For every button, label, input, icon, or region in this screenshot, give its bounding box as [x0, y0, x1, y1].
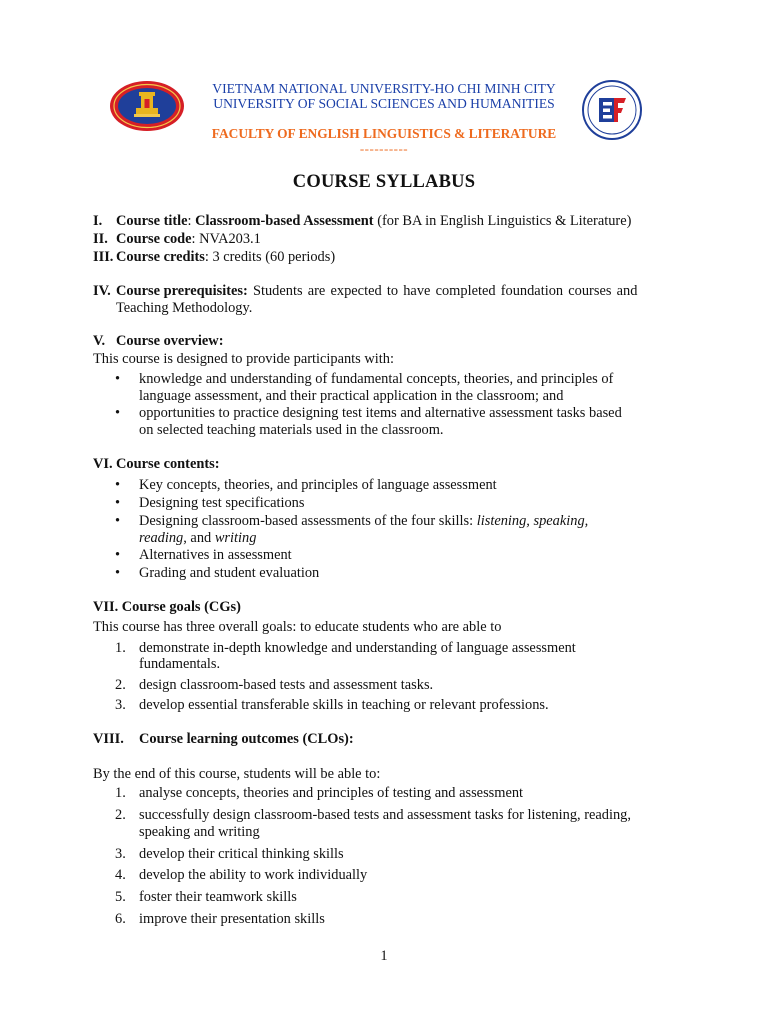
contents-item-4: Alternatives in assessment [139, 547, 292, 563]
course-code-row [93, 231, 675, 249]
section-number: VIII. [93, 731, 124, 747]
contents-item-3-line1 [139, 513, 675, 531]
outcome-1: analyse concepts, theories and principles of testing and assessment [139, 785, 524, 801]
course-title-row [93, 213, 675, 231]
outcome-6: improve their presentation skills [139, 911, 325, 927]
section-number: V. [93, 333, 106, 349]
overview-heading [93, 333, 675, 351]
skill-writing: writing [214, 530, 257, 546]
course-title-value: Classroom-based Assessment [195, 213, 374, 229]
course-credits-value: : 3 credits (60 periods) [204, 249, 336, 265]
overview-bullet-2-line1: opportunities to practice designing test items and alternative assessment tasks based [139, 405, 622, 421]
section-label: Course overview: [116, 333, 224, 349]
overview-bullet-1-line2: language assessment, and their practical application in the classroom; and [139, 388, 564, 404]
section-label: Course contents: [116, 456, 220, 472]
section-label: Course code [116, 231, 192, 247]
goals-heading: VII. Course goals (CGs) [93, 599, 241, 615]
course-code-value: : NVA203.1 [191, 231, 261, 247]
prerequisites-text: Students are expected to have completed foundation courses and [247, 283, 638, 299]
goal-1-line1: demonstrate in-depth knowledge and understanding of language assessment [139, 640, 576, 656]
section-label: Course credits [116, 249, 205, 265]
goal-2: design classroom-based tests and assessment tasks. [139, 677, 434, 693]
clo-heading [93, 731, 675, 749]
contents-heading [93, 456, 675, 474]
goals-intro: This course has three overall goals: to educate students who are able to [93, 619, 502, 635]
contents-item-3-text: Designing classroom-based assessments of the four skills: [139, 513, 477, 529]
overview-bullet-1-line1: knowledge and understanding of fundamental concepts, theories, and principles of [139, 371, 614, 387]
page-number: 1 [380, 948, 388, 964]
outcome-4: develop the ability to work individually [139, 867, 368, 883]
contents-item-1: Key concepts, theories, and principles of language assessment [139, 477, 497, 493]
outcome-5: foster their teamwork skills [139, 889, 297, 905]
course-credits-row [93, 249, 675, 267]
header-separator: ---------- [359, 141, 409, 156]
conjunction: , and [183, 530, 215, 546]
skills-italic: listening, speaking, [476, 513, 589, 529]
outcome-number: 6. [115, 911, 126, 927]
section-number: I. [93, 213, 103, 229]
goal-number: 2. [115, 677, 126, 693]
overview-intro: This course is designed to provide participants with: [93, 351, 394, 367]
outcome-2-line2: speaking and writing [139, 824, 260, 840]
contents-item-5: Grading and student evaluation [139, 565, 320, 581]
goal-number: 1. [115, 640, 126, 656]
outcome-number: 2. [115, 807, 126, 823]
outcome-number: 4. [115, 867, 126, 883]
overview-bullet-2-line2: on selected teaching materials used in the classroom. [139, 422, 444, 438]
section-number: VI. [93, 456, 113, 472]
section-label: Course learning outcomes (CLOs): [139, 731, 354, 747]
clo-intro: By the end of this course, students will be able to: [93, 766, 381, 782]
faculty-name: FACULTY OF ENGLISH LINGUISTICS & LITERATURE [211, 126, 557, 141]
section-number: IV. [93, 283, 111, 299]
prerequisites-row [93, 283, 675, 301]
outcome-3: develop their critical thinking skills [139, 846, 344, 862]
contents-item-3-line2 [139, 530, 675, 548]
goal-1-line2: fundamentals. [139, 656, 221, 672]
university-name-line2: UNIVERSITY OF SOCIAL SCIENCES AND HUMANITIES [213, 96, 555, 111]
section-number: III. [93, 249, 114, 265]
document-title: COURSE SYLLABUS [292, 172, 476, 192]
section-label: Course prerequisites: [116, 283, 248, 299]
section-label: Course title [116, 213, 188, 229]
outcome-number: 1. [115, 785, 126, 801]
outcome-number: 3. [115, 846, 126, 862]
colon: : [187, 213, 196, 229]
contents-item-2: Designing test specifications [139, 495, 305, 511]
prerequisites-text-cont: Teaching Methodology. [116, 300, 253, 316]
course-title-note: (for BA in English Linguistics & Literature) [373, 213, 632, 229]
university-name-line1: VIETNAM NATIONAL UNIVERSITY-HO CHI MINH CITY [212, 81, 556, 96]
skill-reading: reading [139, 530, 184, 546]
goal-number: 3. [115, 697, 126, 713]
outcome-2-line1: successfully design classroom-based tests and assessment tasks for listening, reading, [139, 807, 631, 823]
goal-3: develop essential transferable skills in teaching or relevant professions. [139, 697, 549, 713]
outcome-number: 5. [115, 889, 126, 905]
section-number: II. [93, 231, 108, 247]
